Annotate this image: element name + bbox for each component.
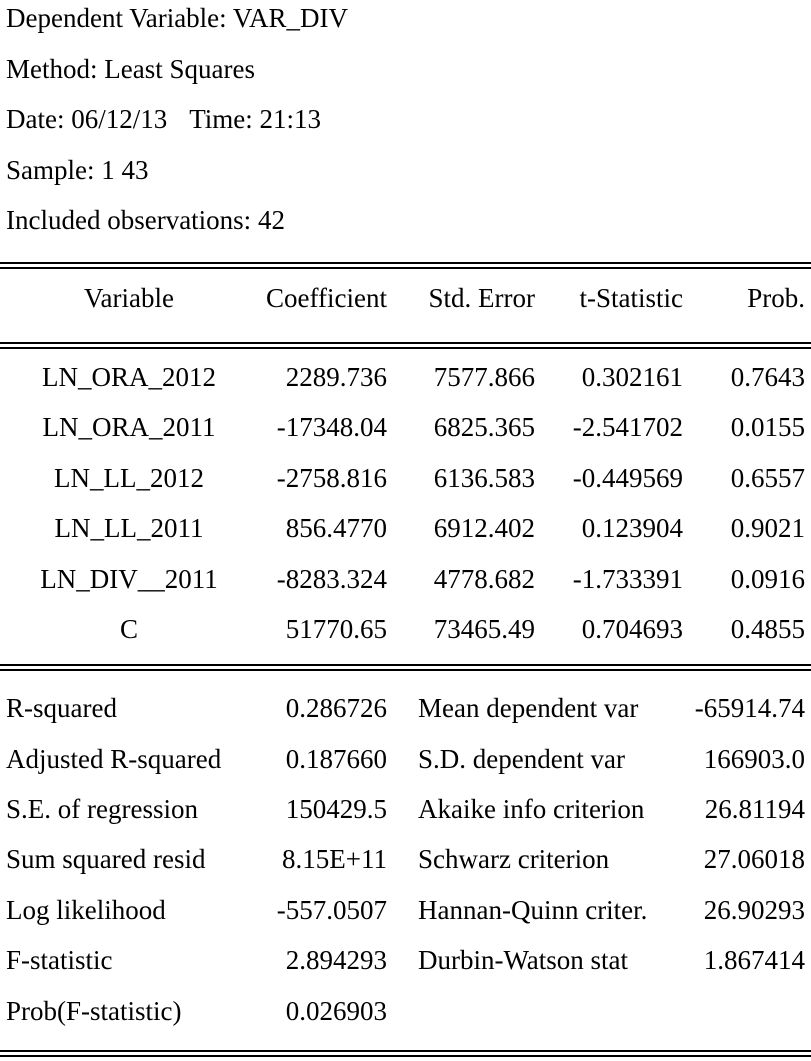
- std-error-value: 4778.682: [433, 564, 535, 594]
- table-row: [0, 604, 811, 654]
- variable-name: LN_ORA_2012: [42, 362, 216, 392]
- stat-row: [0, 834, 811, 884]
- stat-label: Akaike info criterion: [418, 794, 645, 824]
- stat-label: Durbin-Watson stat: [418, 945, 629, 975]
- divider: [0, 262, 811, 264]
- divider: [0, 267, 811, 269]
- stat-value: 27.06018: [703, 844, 805, 874]
- column-header-std-error: Std. Error: [428, 283, 535, 313]
- column-header-prob: Prob.: [747, 283, 805, 313]
- table-row: [0, 352, 811, 402]
- t-statistic-value: 0.302161: [581, 362, 683, 392]
- std-error-value: 6912.402: [433, 513, 535, 543]
- table-row: [0, 402, 811, 452]
- std-error-value: 6136.583: [433, 463, 535, 493]
- stat-value: 8.15E+11: [282, 844, 387, 874]
- stat-value: 150429.5: [285, 794, 387, 824]
- coefficient-value: -8283.324: [276, 564, 387, 594]
- variable-name: LN_LL_2012: [54, 463, 204, 493]
- stat-row: [0, 885, 811, 935]
- divider: [0, 669, 811, 671]
- sample: Sample: 1 43: [6, 155, 149, 185]
- stat-value: -557.0507: [276, 895, 387, 925]
- std-error-value: 73465.49: [433, 614, 535, 644]
- divider: [0, 342, 811, 344]
- prob-value: 0.9021: [730, 513, 805, 543]
- prob-value: 0.4855: [730, 614, 805, 644]
- variable-name: C: [119, 614, 138, 644]
- variable-name: LN_ORA_2011: [42, 412, 216, 442]
- stat-row: [0, 784, 811, 834]
- coefficient-value: 51770.65: [285, 614, 387, 644]
- divider: [0, 347, 811, 349]
- divider: [0, 1050, 811, 1052]
- divider: [0, 664, 811, 666]
- prob-value: 0.0916: [730, 564, 805, 594]
- stat-label: Hannan-Quinn criter.: [418, 895, 648, 925]
- included-observations: Included observations: 42: [6, 205, 285, 235]
- prob-value: 0.6557: [730, 463, 805, 493]
- stat-row: [0, 986, 811, 1036]
- stat-value: 1.867414: [703, 945, 805, 975]
- stat-label: Mean dependent var: [418, 693, 639, 723]
- stat-value: 0.187660: [285, 744, 387, 774]
- stat-label: S.D. dependent var: [418, 744, 625, 774]
- stat-value: 0.286726: [285, 693, 387, 723]
- variable-name: LN_LL_2011: [54, 513, 204, 543]
- t-statistic-value: -0.449569: [572, 463, 683, 493]
- stat-row: [0, 683, 811, 733]
- stat-value: -65914.74: [694, 693, 805, 723]
- coefficient-value: -2758.816: [276, 463, 387, 493]
- table-row: [0, 503, 811, 553]
- table-row: [0, 453, 811, 503]
- prob-value: 0.7643: [730, 362, 805, 392]
- date: Date: 06/12/13: [6, 104, 168, 134]
- date-time: [6, 94, 321, 144]
- stat-row: [0, 734, 811, 784]
- stat-label: Prob(F-statistic): [6, 996, 182, 1026]
- stat-label: S.E. of regression: [6, 794, 198, 824]
- t-statistic-value: 0.704693: [581, 614, 683, 644]
- stat-value: 2.894293: [285, 945, 387, 975]
- std-error-value: 7577.866: [433, 362, 535, 392]
- column-header-t-statistic: t-Statistic: [579, 283, 683, 313]
- stat-row: [0, 935, 811, 985]
- coefficient-value: 2289.736: [285, 362, 387, 392]
- t-statistic-value: -1.733391: [572, 564, 683, 594]
- variable-name: LN_DIV__2011: [40, 564, 218, 594]
- stat-value: 166903.0: [703, 744, 805, 774]
- stat-value: 0.026903: [285, 996, 387, 1026]
- stat-label: Adjusted R-squared: [6, 744, 222, 774]
- coefficient-value: -17348.04: [276, 412, 387, 442]
- t-statistic-value: -2.541702: [572, 412, 683, 442]
- column-header-variable: Variable: [84, 283, 174, 313]
- stat-label: F-statistic: [6, 945, 113, 975]
- stat-value: 26.90293: [703, 895, 805, 925]
- divider: [0, 1055, 811, 1057]
- stat-value: 26.81194: [704, 794, 805, 824]
- stat-label: Schwarz criterion: [418, 844, 610, 874]
- t-statistic-value: 0.123904: [581, 513, 683, 543]
- stat-label: Log likelihood: [6, 895, 166, 925]
- dependent-variable: Dependent Variable: VAR_DIV: [6, 3, 348, 33]
- stat-label: Sum squared resid: [6, 844, 206, 874]
- table-row: [0, 554, 811, 604]
- method: Method: Least Squares: [6, 54, 255, 84]
- prob-value: 0.0155: [730, 412, 805, 442]
- stat-label: R-squared: [6, 693, 117, 723]
- coefficient-value: 856.4770: [285, 513, 387, 543]
- column-header-coefficient: Coefficient: [266, 283, 387, 313]
- time: Time: 21:13: [189, 104, 322, 134]
- std-error-value: 6825.365: [433, 412, 535, 442]
